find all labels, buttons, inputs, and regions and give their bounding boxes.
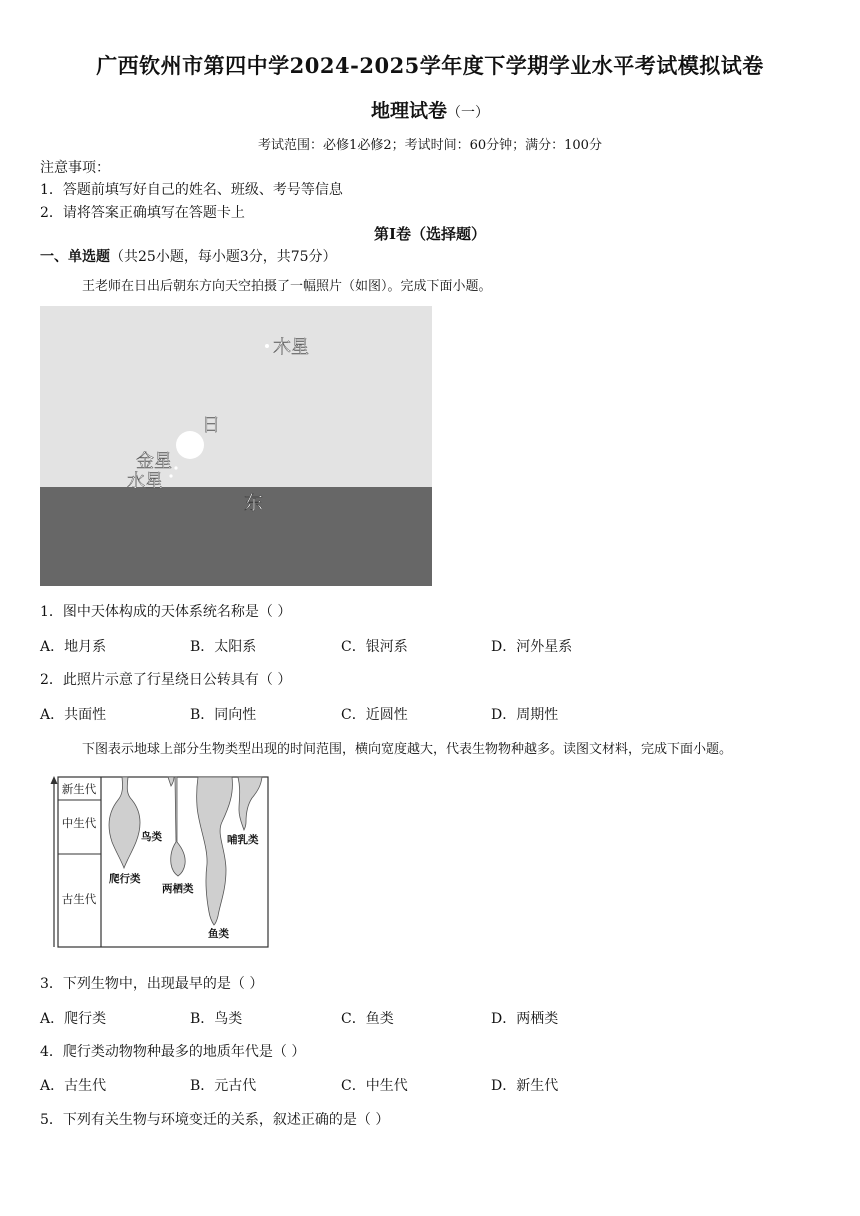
question-2-stem: 2．此照片示意了行星绕日公转具有（ ） (40, 672, 292, 688)
east-label: 东 (244, 493, 264, 514)
question-3-stem: 3．下列生物中，出现最早的是（ ） (40, 976, 264, 992)
jupiter-label: 木星 (273, 337, 309, 357)
section-title: 第I卷（选择题） (373, 225, 487, 243)
mammal-shape (238, 777, 262, 830)
question-1-option-d[interactable]: D．河外星系 (491, 639, 573, 655)
era-label-mesozoic: 中生代 (61, 816, 97, 830)
question-2-option-d[interactable]: D．周期性 (491, 707, 559, 723)
question-1-stem: 1．图中天体构成的天体系统名称是（ ） (40, 604, 292, 620)
notes-heading: 注意事项： (40, 160, 110, 176)
question-3-option-a[interactable]: A．爬行类 (40, 1011, 107, 1027)
question-4-option-a[interactable]: A．古生代 (40, 1078, 107, 1094)
evolution-figure (40, 772, 272, 952)
mercury-label: 水星 (127, 471, 163, 491)
sun-label: 日 (202, 415, 220, 435)
venus-dot (174, 466, 177, 469)
question-4-option-c[interactable]: C．中生代 (341, 1078, 408, 1094)
exam-scope: 考试范围：必修1必修2；考试时间：60分钟；满分：100分 (258, 138, 602, 153)
mercury-dot (169, 474, 172, 477)
question-1-option-b[interactable]: B．太阳系 (190, 639, 257, 655)
question-intro-1: 王老师在日出后朝东方向天空拍摄了一幅照片（如图）。完成下面小题。 (82, 279, 492, 294)
reptile-shape (109, 777, 140, 868)
question-3-option-b[interactable]: B．鸟类 (190, 1011, 243, 1027)
part-detail: （共25小题，每小题3分，共75分） (110, 249, 337, 265)
question-4-option-b[interactable]: B．元古代 (190, 1078, 257, 1094)
fish-label: 鱼类 (208, 928, 229, 940)
amphibian-shape (171, 777, 185, 876)
exam-subtitle (0, 96, 860, 123)
question-intro-2: 下图表示地球上部分生物类型出现的时间范围，横向宽度越大，代表生物物种越多。读图文材料，完成下面小题。 (82, 742, 733, 757)
subject-name: 地理试卷 (370, 100, 447, 122)
bird-shape (168, 777, 174, 786)
note-item-1: 1．答题前填写好自己的姓名、班级、考号等信息 (40, 182, 343, 198)
question-2-option-c[interactable]: C．近圆性 (341, 707, 408, 723)
jupiter-dot (265, 344, 269, 348)
subtitle-suffix: （一） (447, 105, 489, 121)
note-item-2: 2．请将答案正确填写在答题卡上 (40, 205, 245, 221)
question-1-option-c[interactable]: C．银河系 (341, 639, 408, 655)
sky-photo-figure (40, 306, 432, 586)
question-1-option-a[interactable]: A．地月系 (40, 639, 107, 655)
venus-label: 金星 (136, 451, 172, 471)
part-heading (40, 246, 337, 266)
mammal-label: 哺乳类 (227, 834, 259, 846)
chart-frame (58, 777, 268, 947)
amphibian-label: 两栖类 (162, 883, 194, 895)
question-3-option-c[interactable]: C．鱼类 (341, 1011, 394, 1027)
question-2-option-b[interactable]: B．同向性 (190, 707, 257, 723)
bird-label: 鸟类 (141, 831, 162, 843)
part-label: 一、单选题 (40, 249, 110, 265)
era-label-paleozoic: 古生代 (61, 892, 97, 906)
exam-title: 广西钦州市第四中学2024-2025学年度下学期学业水平考试模拟试卷 (96, 53, 764, 78)
era-label-cenozoic: 新生代 (61, 782, 97, 796)
fish-shape (197, 777, 233, 925)
axis-arrow-icon (51, 776, 58, 784)
question-5-stem: 5．下列有关生物与环境变迁的关系，叙述正确的是（ ） (40, 1112, 390, 1128)
question-2-option-a[interactable]: A．共面性 (40, 707, 107, 723)
sky-area (40, 306, 432, 487)
question-3-option-d[interactable]: D．两栖类 (491, 1011, 559, 1027)
ground-area (40, 487, 432, 586)
reptile-label: 爬行类 (109, 873, 141, 885)
question-4-option-d[interactable]: D．新生代 (491, 1078, 559, 1094)
sun-disc (176, 431, 204, 459)
question-4-stem: 4．爬行类动物物种最多的地质年代是（ ） (40, 1044, 306, 1060)
